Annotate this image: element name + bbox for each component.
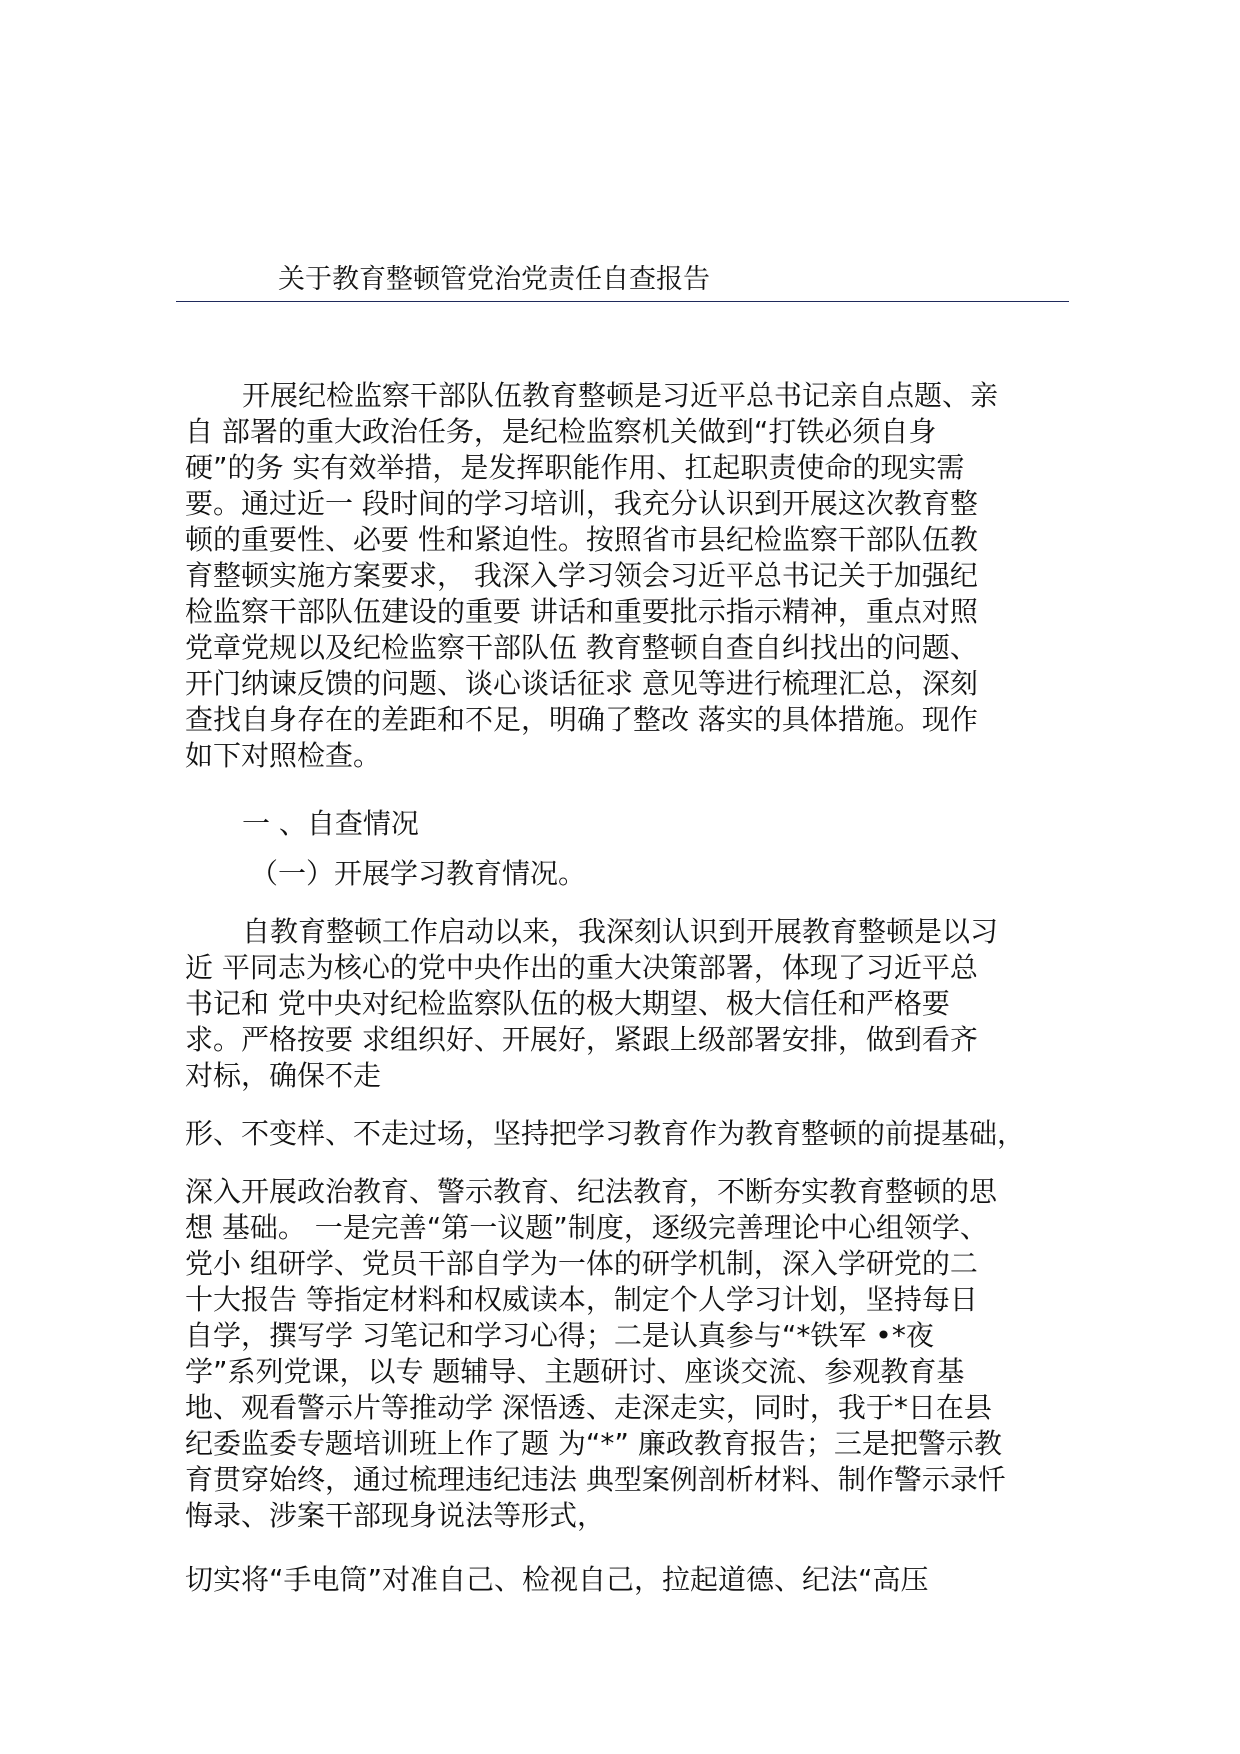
paragraph-line: 育贯穿始终，通过梳理违纪违法 典型案例剖析材料、制作警示录忏 — [185, 1463, 1006, 1496]
section-heading: 一 、自查情况 — [242, 807, 419, 840]
paragraph-line: 近 平同志为核心的党中央作出的重大决策部署，体现了习近平总 — [185, 951, 978, 984]
paragraph-line: 纪委监委专题培训班上作了题 为“*” 廉政教育报告；三是把警示教 — [185, 1427, 1002, 1460]
paragraph-line: 对标，确保不走 — [185, 1059, 382, 1092]
paragraph-line: 地、观看警示片等推动学 深悟透、走深走实，同时，我于*日在县 — [185, 1391, 992, 1424]
paragraph-line: 自 部署的重大政治任务，是纪检监察机关做到“打铁必须自身 — [185, 415, 937, 448]
paragraph-line: 党小 组研学、党员干部自学为一体的研学机制，深入学研党的二 — [185, 1247, 978, 1280]
paragraph-line: 党章党规以及纪检监察干部队伍 教育整顿自查自纠找出的问题、 — [185, 631, 978, 664]
paragraph-line: 想 基础。 一是完善“第一议题”制度，逐级完善理论中心组领学、 — [185, 1211, 988, 1244]
paragraph-line: 悔录、涉案干部现身说法等形式， — [185, 1499, 606, 1532]
paragraph-line: 查找自身存在的差距和不足，明确了整改 落实的具体措施。现作 — [185, 703, 978, 736]
paragraph-line: 形、不变样、不走过场，坚持把学习教育作为教育整顿的前提基础， — [185, 1117, 1026, 1150]
paragraph-line: 检监察干部队伍建设的重要 讲话和重要批示指示精神，重点对照 — [185, 595, 978, 628]
paragraph-line: 十大报告 等指定材料和权威读本，制定个人学习计划，坚持每日 — [185, 1283, 978, 1316]
paragraph-line: 开展纪检监察干部队伍教育整顿是习近平总书记亲自点题、亲 — [242, 379, 999, 412]
paragraph-line: 自教育整顿工作启动以来，我深刻认识到开展教育整顿是以习 — [242, 915, 999, 948]
paragraph-line: 自学，撰写学 习笔记和学习心得；二是认真参与“*铁军 •*夜 — [185, 1319, 934, 1352]
paragraph-line: 书记和 党中央对纪检监察队伍的极大期望、极大信任和严格要 — [185, 987, 950, 1020]
paragraph-line: 顿的重要性、必要 性和紧迫性。按照省市县纪检监察干部队伍教 — [185, 523, 978, 556]
paragraph-line: 深入开展政治教育、警示教育、纪法教育，不断夯实教育整顿的思 — [185, 1175, 998, 1208]
paragraph-line: 切实将“手电筒”对准自己、检视自己，拉起道德、纪法“高压 — [185, 1563, 929, 1596]
paragraph-line: 开门纳谏反馈的问题、谈心谈话征求 意见等进行梳理汇总，深刻 — [185, 667, 978, 700]
paragraph-line: 硬”的务 实有效举措，是发挥职能作用、扛起职责使命的现实需 — [185, 451, 965, 484]
paragraph-line: 育整顿实施方案要求， 我深入学习领会习近平总书记关于加强纪 — [185, 559, 978, 592]
subsection-heading: （一）开展学习教育情况。 — [250, 857, 587, 890]
paragraph-line: 学”系列党课，以专 题辅导、主题研讨、座谈交流、参观教育基 — [185, 1355, 965, 1388]
paragraph-line: 如下对照检查。 — [185, 739, 382, 772]
document-title: 关于教育整顿管党治党责任自查报告 — [278, 264, 710, 295]
paragraph-line: 求。严格按要 求组织好、开展好，紧跟上级部署安排，做到看齐 — [185, 1023, 978, 1056]
paragraph-line: 要。通过近一 段时间的学习培训，我充分认识到开展这次教育整 — [185, 487, 978, 520]
title-underline — [176, 301, 1069, 302]
